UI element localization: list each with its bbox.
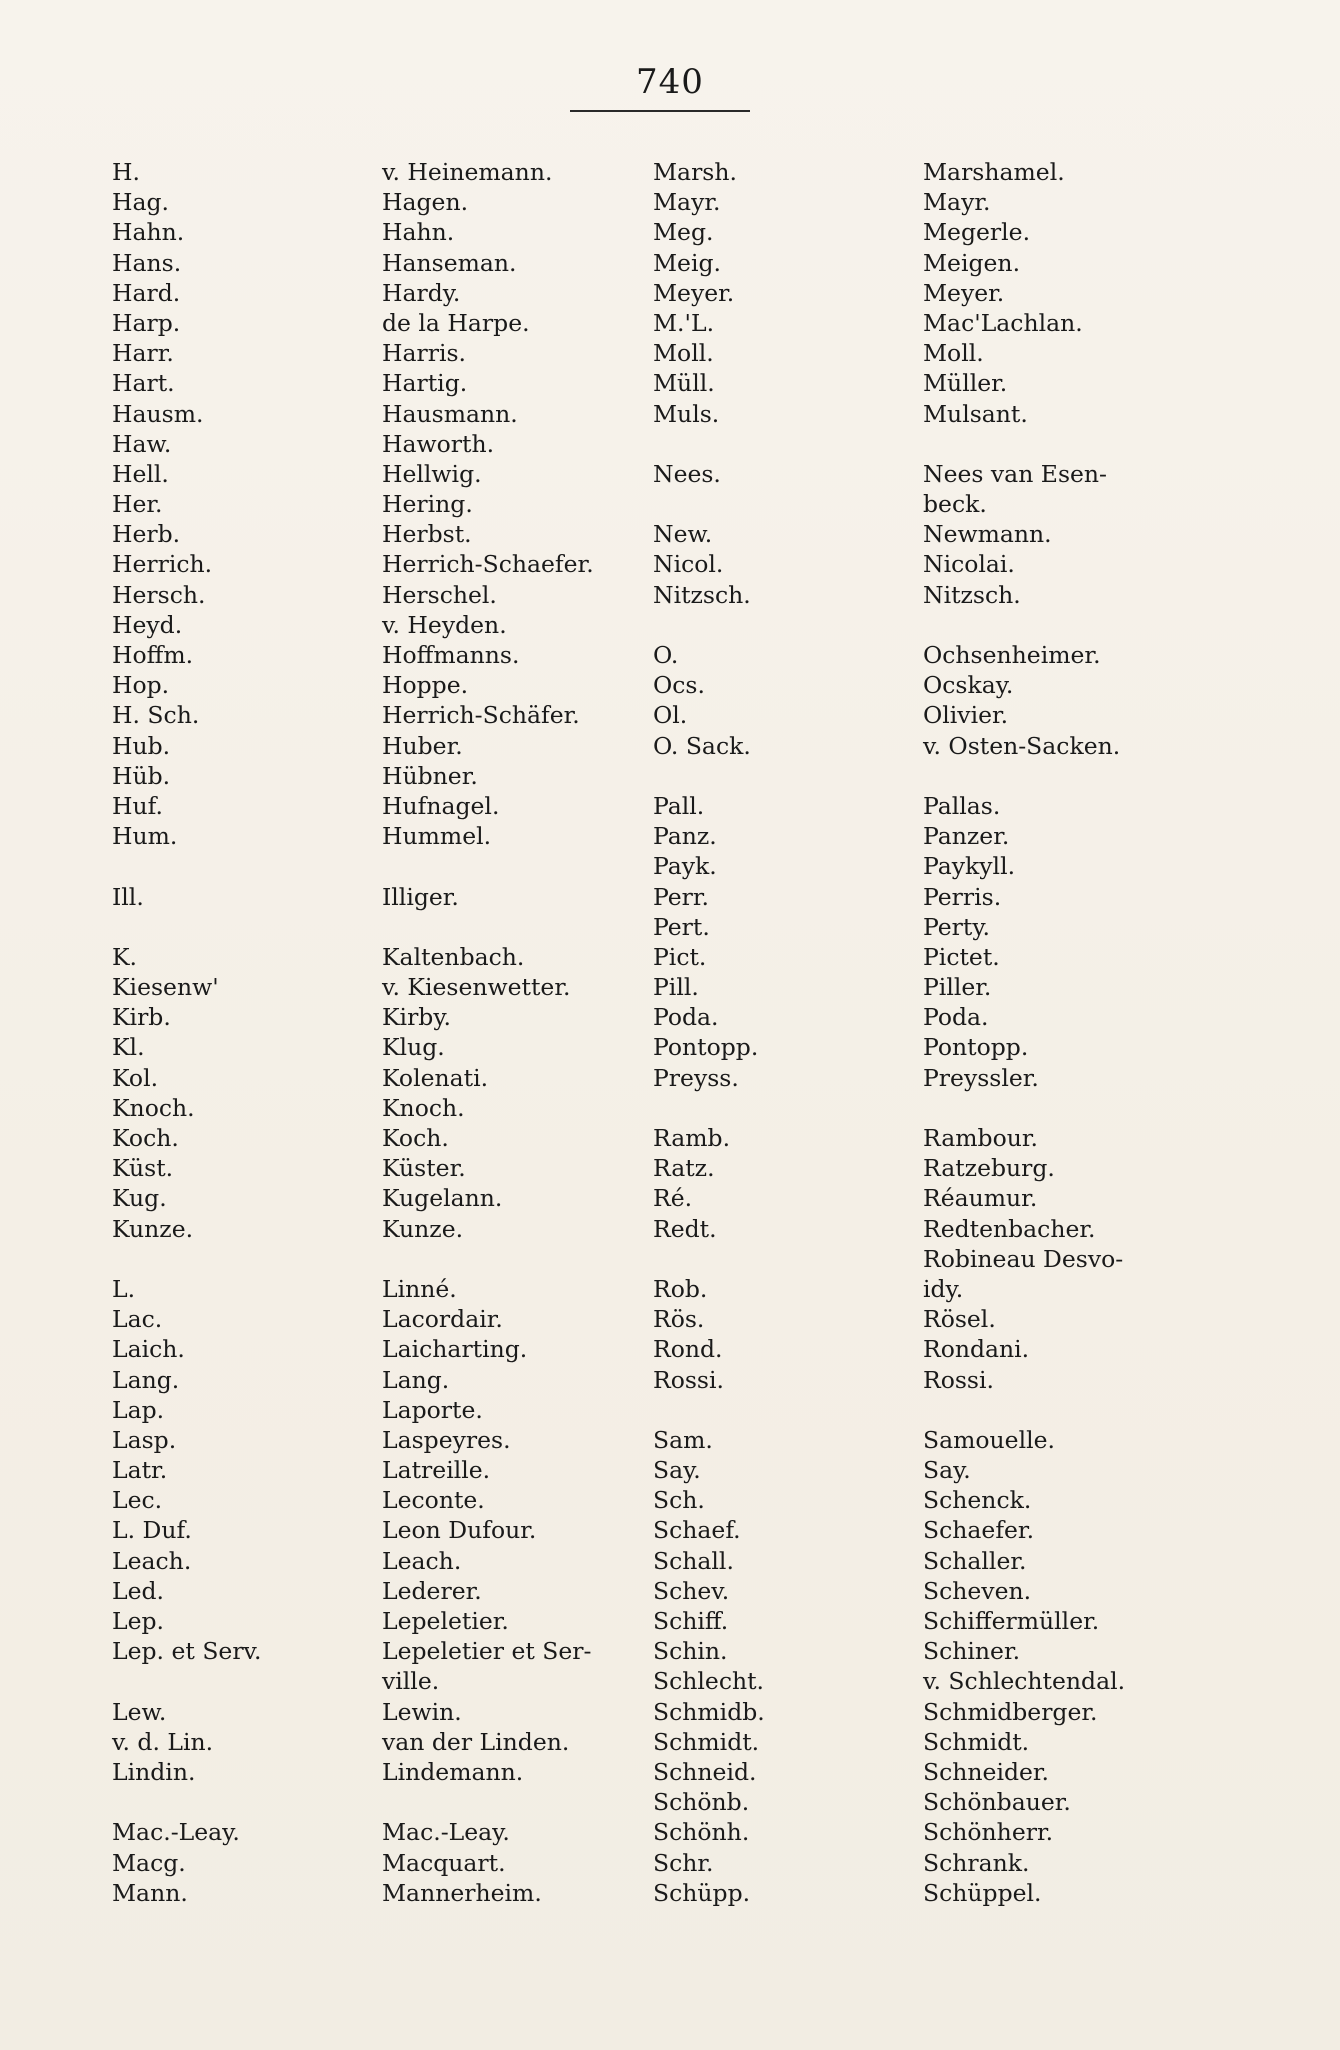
index-entry: Ol. xyxy=(653,701,688,730)
index-entry: Hersch. xyxy=(112,580,206,609)
index-entry: Schmidt. xyxy=(923,1727,1030,1756)
index-entry: Ratzeburg. xyxy=(923,1154,1055,1183)
index-entry: Ramb. xyxy=(653,1124,731,1152)
page-number: 740 xyxy=(636,62,704,102)
index-entry: Lep. xyxy=(112,1607,165,1635)
index-entry: Lep. et Serv. xyxy=(112,1637,262,1666)
index-entry: Mulsant. xyxy=(923,399,1028,428)
index-entry: Schneider. xyxy=(923,1757,1050,1786)
column-name-left xyxy=(382,157,652,1908)
index-entry: Olivier. xyxy=(923,701,1009,730)
index-entry: Hausm. xyxy=(112,399,204,428)
index-entry: Kirb. xyxy=(112,1003,171,1032)
index-entry: Hübner. xyxy=(382,761,478,790)
index-entry: Müller. xyxy=(923,369,1008,398)
index-entry: Samouelle. xyxy=(923,1425,1055,1454)
index-entry: Kunze. xyxy=(112,1214,194,1243)
index-entry: Led. xyxy=(112,1576,165,1605)
index-entry: Schin. xyxy=(653,1637,728,1666)
index-entry: Rossi. xyxy=(923,1365,994,1394)
index-entry: K. xyxy=(112,942,138,971)
index-entry xyxy=(923,429,1323,459)
index-entry: Hahn. xyxy=(382,218,455,247)
index-entry: Herrich-Schaefer. xyxy=(382,550,594,579)
index-entry: Hausmann. xyxy=(382,399,518,428)
index-entry: M.'L. xyxy=(653,308,715,337)
index-entry: Poda. xyxy=(923,1003,989,1032)
index-entry: L. xyxy=(112,1274,136,1303)
index-entry: Pontopp. xyxy=(923,1033,1029,1062)
index-entry: Laich. xyxy=(112,1335,185,1364)
index-entry: Hummel. xyxy=(382,822,492,851)
index-entry: Nicolai. xyxy=(923,550,1015,579)
index-entry: Klug. xyxy=(382,1033,445,1062)
index-entry: Réaumur. xyxy=(923,1184,1038,1213)
index-entry: Hufnagel. xyxy=(382,791,500,820)
index-entry: Küst. xyxy=(112,1154,174,1183)
index-entry xyxy=(653,610,923,640)
index-entry: New. xyxy=(653,520,713,549)
index-entry: Marsh. xyxy=(653,158,737,186)
index-entry: Schönb. xyxy=(653,1788,750,1817)
index-entry: Kl. xyxy=(112,1033,145,1062)
index-entry: Laspeyres. xyxy=(382,1425,511,1454)
index-entry: Hoppe. xyxy=(382,671,469,700)
index-entry xyxy=(653,1395,923,1425)
index-entry: Pontopp. xyxy=(653,1033,759,1062)
index-entry: Lasp. xyxy=(112,1425,177,1454)
index-entry: Hahn. xyxy=(112,218,185,247)
index-entry: Meyer. xyxy=(653,278,735,307)
index-entry: Schall. xyxy=(653,1546,734,1575)
index-entry: Kug. xyxy=(112,1184,167,1213)
index-entry: Harr. xyxy=(112,339,174,368)
index-entry: Lew. xyxy=(112,1697,167,1726)
index-entry: Nicol. xyxy=(653,550,724,579)
index-entry: Schlecht. xyxy=(653,1667,765,1696)
index-entry: Mac.-Leay. xyxy=(382,1818,510,1847)
index-entry: Hellwig. xyxy=(382,459,482,488)
index-entry: Pall. xyxy=(653,791,705,820)
index-entry: Schr. xyxy=(653,1848,714,1877)
index-entry: Hop. xyxy=(112,671,170,700)
index-entry: Nees. xyxy=(653,459,721,488)
index-entry: Knoch. xyxy=(382,1093,465,1122)
index-entry: Meigen. xyxy=(923,248,1021,277)
index-entry: Nitzsch. xyxy=(923,580,1021,609)
index-entry: Hell. xyxy=(112,459,169,488)
index-entry: v. Heyden. xyxy=(382,610,507,639)
index-entry: Preyss. xyxy=(653,1063,739,1092)
index-entry: Schenck. xyxy=(923,1486,1032,1515)
index-entry: Perris. xyxy=(923,882,1002,911)
index-entry xyxy=(923,1395,1323,1425)
index-entry: Schmidberger. xyxy=(923,1697,1098,1726)
index-entry: Herbst. xyxy=(382,520,472,549)
index-entry: Kugelann. xyxy=(382,1184,503,1213)
index-entry: Hagen. xyxy=(382,188,469,217)
index-entry xyxy=(382,851,652,881)
index-entry: Schüppel. xyxy=(923,1878,1042,1907)
index-entry: Schrank. xyxy=(923,1848,1030,1877)
index-entry: Pallas. xyxy=(923,791,1001,820)
index-entry: Pict. xyxy=(653,942,707,971)
index-entry: Leach. xyxy=(112,1546,192,1575)
index-entry: Heyd. xyxy=(112,610,183,639)
index-entry: Panzer. xyxy=(923,822,1010,851)
index-entry: Herschel. xyxy=(382,580,497,609)
index-entry: Megerle. xyxy=(923,218,1031,247)
index-entry: Leconte. xyxy=(382,1486,485,1515)
index-entry: Kol. xyxy=(112,1063,159,1092)
index-entry: Hardy. xyxy=(382,278,461,307)
index-entry: Poda. xyxy=(653,1003,719,1032)
index-entry: Ill. xyxy=(112,882,144,911)
index-entry: Hard. xyxy=(112,278,181,307)
index-entry: Leach. xyxy=(382,1546,462,1575)
index-entry: Müll. xyxy=(653,369,715,398)
index-entry: Illiger. xyxy=(382,882,459,911)
index-entry: Koch. xyxy=(382,1124,449,1152)
index-entry: Harp. xyxy=(112,308,181,337)
index-entry: Hum. xyxy=(112,822,178,851)
index-entry: Rambour. xyxy=(923,1124,1038,1152)
index-entry: Her. xyxy=(112,490,163,519)
index-entry: H. xyxy=(112,158,140,186)
index-entry: Preyssler. xyxy=(923,1063,1039,1092)
index-entry: idy. xyxy=(923,1274,964,1303)
index-entry: Payk. xyxy=(653,852,717,881)
index-entry: Laporte. xyxy=(382,1395,483,1424)
index-entry: Latr. xyxy=(112,1456,168,1485)
index-entry: Schaller. xyxy=(923,1546,1027,1575)
index-entry: Schüpp. xyxy=(653,1878,751,1907)
index-entry xyxy=(382,1787,652,1817)
index-entry: Schmidb. xyxy=(653,1697,765,1726)
index-entry: Sch. xyxy=(653,1486,705,1515)
index-entry: Schiff. xyxy=(653,1607,729,1635)
index-entry: Redtenbacher. xyxy=(923,1214,1096,1243)
index-entry: Kiesenw' xyxy=(112,973,219,1002)
index-entry: Laicharting. xyxy=(382,1335,528,1364)
index-entry: v. Heinemann. xyxy=(382,158,553,186)
index-entry: Macg. xyxy=(112,1848,186,1877)
column-abbrev-right xyxy=(653,157,923,1908)
index-entry: Perr. xyxy=(653,882,710,911)
index-entry: Hans. xyxy=(112,248,182,277)
index-entry: beck. xyxy=(923,490,987,519)
index-entry: v. Schlechtendal. xyxy=(923,1667,1126,1696)
index-entry xyxy=(653,429,923,459)
index-entry: Lap. xyxy=(112,1395,165,1424)
index-entry: Kirby. xyxy=(382,1003,451,1032)
index-entry: Muls. xyxy=(653,399,720,428)
index-entry: Ocs. xyxy=(653,671,705,700)
index-entry: Hüb. xyxy=(112,761,171,790)
index-entry: Linné. xyxy=(382,1274,457,1303)
index-entry xyxy=(653,761,923,791)
index-entry: Lec. xyxy=(112,1486,163,1515)
column-abbrev-left xyxy=(112,157,362,1908)
index-entry: Lang. xyxy=(382,1365,450,1394)
index-entry: O. Sack. xyxy=(653,731,751,760)
index-entry: Kunze. xyxy=(382,1214,464,1243)
index-entry: Paykyll. xyxy=(923,852,1016,881)
index-entry: v. Kiesenwetter. xyxy=(382,973,571,1002)
index-entry: Lindin. xyxy=(112,1757,196,1786)
index-entry: Newmann. xyxy=(923,520,1052,549)
index-entry: Schönherr. xyxy=(923,1818,1054,1847)
index-entry: Nees van Esen- xyxy=(923,459,1107,488)
index-entry: Moll. xyxy=(653,339,714,368)
index-entry: Meyer. xyxy=(923,278,1005,307)
index-entry: Scheven. xyxy=(923,1576,1032,1605)
index-entry: Rondani. xyxy=(923,1335,1030,1364)
index-entry xyxy=(382,912,652,942)
index-entry: v. Osten-Sacken. xyxy=(923,731,1121,760)
index-entry: Herb. xyxy=(112,520,181,549)
index-entry: v. d. Lin. xyxy=(112,1727,214,1756)
index-entry: Schmidt. xyxy=(653,1727,760,1756)
index-entry xyxy=(653,489,923,519)
index-entry: Lepeletier. xyxy=(382,1607,509,1635)
index-entry xyxy=(653,1093,923,1123)
index-entry: Mannerheim. xyxy=(382,1878,542,1907)
index-entry: Huber. xyxy=(382,731,463,760)
index-entry: Knoch. xyxy=(112,1093,195,1122)
index-entry: Ré. xyxy=(653,1184,693,1213)
index-entry: Marshamel. xyxy=(923,158,1065,186)
index-entry: Redt. xyxy=(653,1214,717,1243)
index-entry: Lang. xyxy=(112,1365,180,1394)
index-entry: Koch. xyxy=(112,1124,179,1152)
index-entry xyxy=(112,851,362,881)
index-entry: Schiffermüller. xyxy=(923,1607,1100,1635)
index-entry: Hering. xyxy=(382,490,473,519)
index-entry: Rös. xyxy=(653,1305,705,1334)
index-entry: Lepeletier et Ser- xyxy=(382,1637,592,1666)
index-entry: Rossi. xyxy=(653,1365,724,1394)
index-entry: Schönh. xyxy=(653,1818,750,1847)
index-entry: Ocskay. xyxy=(923,671,1014,700)
index-entry: ville. xyxy=(382,1667,440,1696)
index-entry: Pert. xyxy=(653,912,710,941)
index-entry: Say. xyxy=(653,1456,701,1485)
header-rule xyxy=(570,110,750,112)
index-entry xyxy=(112,912,362,942)
index-entry: Harris. xyxy=(382,339,467,368)
index-entry: Lac. xyxy=(112,1305,163,1334)
index-entry xyxy=(112,1666,362,1696)
index-entry: Hub. xyxy=(112,731,171,760)
index-entry: Sam. xyxy=(653,1425,713,1454)
index-entry: Rösel. xyxy=(923,1305,996,1334)
index-entry: Schönbauer. xyxy=(923,1788,1071,1817)
index-entry: Haw. xyxy=(112,429,172,458)
index-entry: Haworth. xyxy=(382,429,495,458)
index-entry: Hanseman. xyxy=(382,248,517,277)
index-entry: Hoffm. xyxy=(112,641,194,669)
index-entry: Lederer. xyxy=(382,1576,482,1605)
index-entry: Say. xyxy=(923,1456,971,1485)
index-entry: Macquart. xyxy=(382,1848,506,1877)
index-entry: van der Linden. xyxy=(382,1727,570,1756)
index-entry: Meig. xyxy=(653,248,721,277)
index-entry: Mayr. xyxy=(653,188,721,217)
index-entry: H. Sch. xyxy=(112,701,200,730)
index-entry: Perty. xyxy=(923,912,990,941)
index-entry: Hag. xyxy=(112,188,170,217)
index-entry xyxy=(382,1244,652,1274)
index-entry: Piller. xyxy=(923,973,992,1002)
index-entry xyxy=(653,1244,923,1274)
index-entry: Pill. xyxy=(653,973,699,1002)
index-entry: Latreille. xyxy=(382,1456,491,1485)
index-entry: Herrich. xyxy=(112,550,213,579)
index-entry: Herrich-Schäfer. xyxy=(382,701,580,730)
index-entry: Leon Dufour. xyxy=(382,1516,537,1545)
index-entry: Lewin. xyxy=(382,1697,462,1726)
index-entry: Schev. xyxy=(653,1576,730,1605)
column-name-right xyxy=(923,157,1323,1908)
index-entry: Mac'Lachlan. xyxy=(923,308,1083,337)
index-entry: de la Harpe. xyxy=(382,308,530,337)
index-entry: Hart. xyxy=(112,369,175,398)
index-entry: Pictet. xyxy=(923,942,1000,971)
index-entry xyxy=(112,1787,362,1817)
index-entry: Nitzsch. xyxy=(653,580,751,609)
index-entry: Hartig. xyxy=(382,369,468,398)
index-entry: Ochsenheimer. xyxy=(923,641,1101,669)
index-entry: Rond. xyxy=(653,1335,723,1364)
index-entry: Kaltenbach. xyxy=(382,942,525,971)
index-entry: O. xyxy=(653,641,679,669)
index-entry: Meg. xyxy=(653,218,714,247)
index-entry: Schaef. xyxy=(653,1516,741,1545)
index-entry: Schneid. xyxy=(653,1757,757,1786)
index-entry: Ratz. xyxy=(653,1154,715,1183)
index-entry: Huf. xyxy=(112,791,163,820)
index-entry xyxy=(923,761,1323,791)
index-entry: Lindemann. xyxy=(382,1757,524,1786)
index-entry xyxy=(112,1244,362,1274)
index-entry: Mann. xyxy=(112,1878,188,1907)
index-entry xyxy=(923,1093,1323,1123)
index-entry: Kolenati. xyxy=(382,1063,489,1092)
index-entry: Küster. xyxy=(382,1154,466,1183)
index-entry: Schaefer. xyxy=(923,1516,1035,1545)
index-entry: Robineau Desvo- xyxy=(923,1244,1124,1273)
index-entry: Mac.-Leay. xyxy=(112,1818,240,1847)
index-entry: Mayr. xyxy=(923,188,991,217)
index-entry xyxy=(923,610,1323,640)
index-entry: Moll. xyxy=(923,339,984,368)
index-entry: Lacordair. xyxy=(382,1305,503,1334)
index-entry: Hoffmanns. xyxy=(382,641,520,669)
index-entry: Rob. xyxy=(653,1274,708,1303)
index-entry: Schiner. xyxy=(923,1637,1021,1666)
index-entry: L. Duf. xyxy=(112,1516,192,1545)
index-entry: Panz. xyxy=(653,822,717,851)
